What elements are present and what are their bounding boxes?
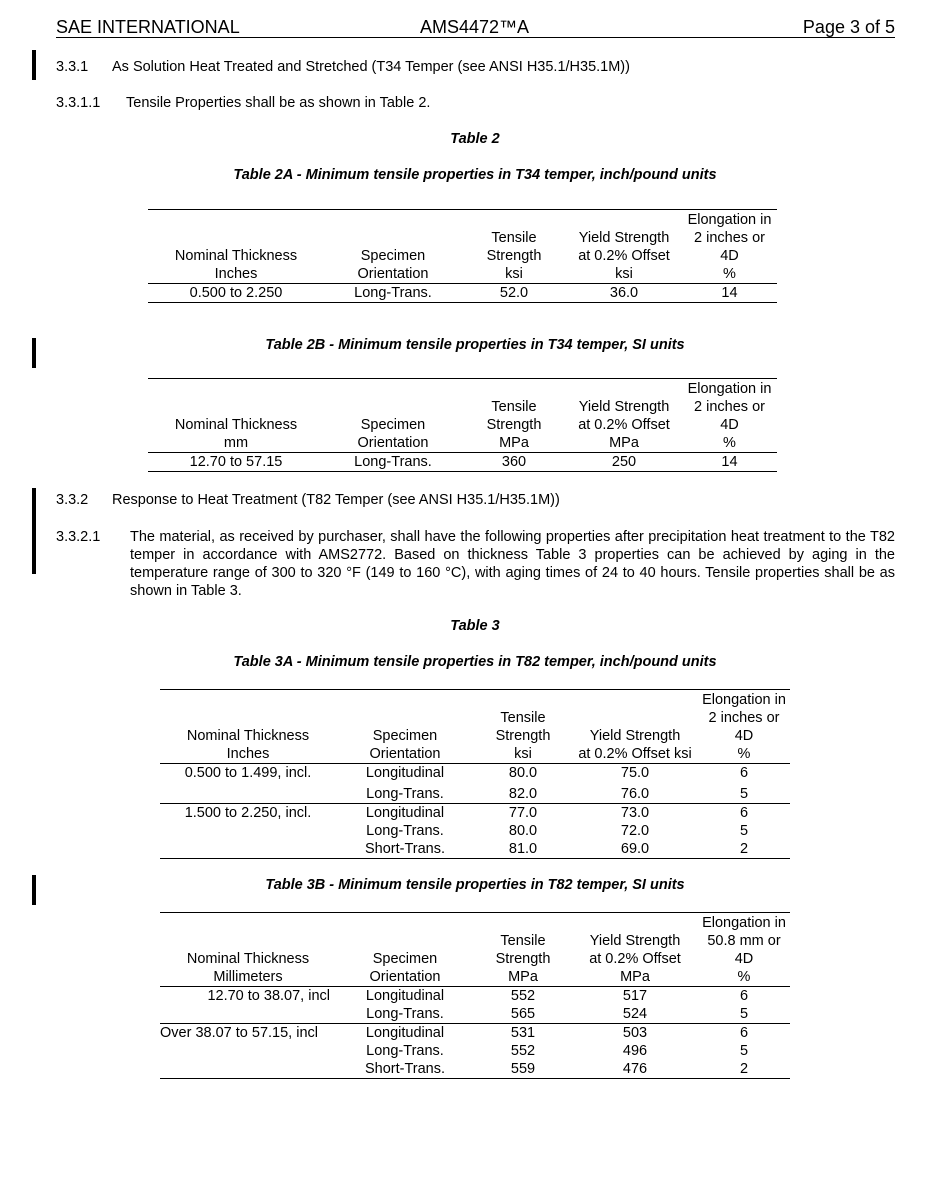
- table-cell: 52.0: [462, 284, 566, 303]
- table-row: [160, 1024, 790, 1043]
- table-row: [148, 284, 777, 303]
- header-cell: %: [682, 434, 777, 453]
- header-cell: [566, 210, 682, 230]
- header-cell: Tensile: [491, 230, 537, 246]
- header-cell: [148, 398, 324, 416]
- header-cell: 2 inches or: [694, 230, 765, 246]
- table-cell: 496: [622, 1043, 648, 1059]
- table-cell: Longitudinal: [365, 988, 445, 1004]
- section-heading: Response to Heat Treatment (T82 Temper (see ANSI H35.1/H35.1M)): [112, 492, 560, 508]
- table-header-row: [160, 727, 790, 745]
- table-cell: 6: [739, 765, 749, 781]
- table-header-row: [148, 265, 777, 284]
- header-cell: MPa: [572, 968, 698, 987]
- table-cell: 552: [510, 988, 536, 1004]
- section-number: 3.3.2: [56, 492, 89, 508]
- table-cell: 565: [510, 1006, 536, 1022]
- table-cell: [160, 822, 336, 840]
- header-cell: 4D: [734, 728, 754, 744]
- header-doc-number: AMS4472™A: [420, 17, 530, 37]
- header-cell: Yield Strength: [578, 399, 670, 415]
- header-cell: Specimen: [360, 248, 426, 264]
- table-cell: 73.0: [572, 804, 698, 823]
- header-cell: Elongation in: [698, 690, 790, 710]
- table-cell: 0.500 to 1.499, incl.: [184, 765, 312, 781]
- header-cell: [148, 379, 324, 399]
- header-cell: Nominal Thickness: [174, 248, 298, 264]
- table-row: [160, 1060, 790, 1079]
- header-cell: MPa: [462, 434, 566, 453]
- table-cell: 1.500 to 2.250, incl.: [160, 804, 336, 823]
- header-cell: %: [698, 968, 790, 987]
- header-cell: Specimen: [372, 951, 438, 967]
- header-cell: at 0.2% Offset: [578, 248, 670, 264]
- header-cell: Strength: [486, 248, 542, 264]
- table-cell: 36.0: [566, 284, 682, 303]
- table-cell: 14: [682, 284, 777, 303]
- table-row: [160, 804, 790, 823]
- table-row: [160, 1042, 790, 1060]
- header-cell: Elongation in: [682, 210, 777, 230]
- header-cell: Strength: [495, 728, 551, 744]
- page-header: [56, 16, 895, 38]
- header-page-number: Page 3 of 5: [802, 17, 895, 37]
- table-header-row: [160, 968, 790, 987]
- table-cell: 72.0: [620, 823, 650, 839]
- header-cell: MPa: [566, 434, 682, 453]
- header-cell: [336, 913, 474, 933]
- table-cell: 75.0: [620, 765, 650, 781]
- section-text: The material, as received by purchaser, shall have the following properties after precipitation heat treatment to the T82 temper in accordance with AMS2772. Based on thickness Table 3 properties can be achieved by aging in the temperature range of 300 to 320 °F (149 to 160 °C), with aging times of 24 to 40 hours. Tensile properties shall be as shown in Table 3.: [130, 529, 895, 599]
- header-cell: Strength: [495, 951, 551, 967]
- table-header-row: [148, 247, 777, 265]
- table-cell: Short-Trans.: [336, 1060, 474, 1079]
- table-row: [160, 782, 790, 804]
- table-cell: 12.70 to 57.15: [148, 453, 324, 472]
- header-org: SAE INTERNATIONAL: [56, 17, 240, 37]
- header-cell: 50.8 mm or: [707, 933, 781, 949]
- table-cell: [160, 840, 336, 859]
- table-cell: 5: [739, 1006, 749, 1022]
- table-cell: Long-Trans.: [366, 823, 444, 839]
- section-number: 3.3.2.1: [56, 529, 101, 545]
- table-cell: 476: [572, 1060, 698, 1079]
- table-cell: Long-Trans.: [324, 453, 462, 472]
- table-cell: 6: [698, 1024, 790, 1043]
- table-cell: 503: [572, 1024, 698, 1043]
- table-2b: [148, 378, 777, 472]
- header-cell: MPa: [474, 968, 572, 987]
- header-cell: at 0.2% Offset ksi: [572, 745, 698, 764]
- table-cell: 6: [739, 988, 749, 1004]
- header-cell: 4D: [734, 951, 754, 967]
- table-cell: 517: [622, 988, 648, 1004]
- table-cell: Long-Trans.: [366, 786, 444, 802]
- header-cell: [324, 398, 462, 416]
- header-cell: Nominal Thickness: [174, 417, 298, 433]
- header-cell: at 0.2% Offset: [589, 951, 681, 967]
- change-bar: [32, 50, 36, 80]
- table-header-row: [160, 690, 790, 710]
- header-cell: [474, 913, 572, 933]
- header-cell: 4D: [720, 248, 739, 264]
- header-cell: Inches: [148, 265, 324, 284]
- table-cell: 6: [698, 804, 790, 823]
- table-3b: [160, 912, 790, 1079]
- table-row: [160, 764, 790, 783]
- header-cell: %: [682, 265, 777, 284]
- table-row: [148, 453, 777, 472]
- table-row: [160, 1005, 790, 1024]
- header-cell: Orientation: [336, 745, 474, 764]
- header-cell: mm: [148, 434, 324, 453]
- table-cell: Over 38.07 to 57.15, incl: [160, 1024, 336, 1043]
- table-3b-title: Table 3B - Minimum tensile properties in T82 temper, SI units: [265, 877, 685, 893]
- table-cell: 552: [510, 1043, 536, 1059]
- table-cell: Short-Trans.: [336, 840, 474, 859]
- header-cell: Orientation: [336, 968, 474, 987]
- table-cell: Long-Trans.: [366, 1043, 444, 1059]
- table-cell: 0.500 to 2.250: [148, 284, 324, 303]
- table-header-row: [148, 210, 777, 230]
- table-header-row: [148, 229, 777, 247]
- table-2b-title: Table 2B - Minimum tensile properties in T34 temper, SI units: [265, 337, 685, 353]
- table-cell: 80.0: [508, 823, 538, 839]
- table-header-row: [148, 398, 777, 416]
- table-cell: 250: [566, 453, 682, 472]
- header-cell: Tensile: [500, 933, 546, 949]
- table-cell: 360: [462, 453, 566, 472]
- header-cell: [148, 229, 324, 247]
- header-cell: Tensile: [500, 710, 546, 726]
- table-cell: [160, 1060, 336, 1079]
- header-cell: [572, 690, 698, 710]
- header-cell: [160, 690, 336, 710]
- header-cell: Elongation in: [682, 379, 777, 399]
- table-cell: 12.70 to 38.07, incl: [207, 988, 330, 1004]
- header-cell: Yield Strength: [589, 933, 681, 949]
- table-row: [160, 840, 790, 859]
- table-header-row: [160, 950, 790, 968]
- header-cell: [324, 229, 462, 247]
- table-cell: 80.0: [508, 765, 538, 781]
- table-2a: [148, 209, 777, 303]
- section-number: 3.3.1.1: [56, 95, 101, 111]
- header-cell: [474, 690, 572, 710]
- table-cell: Long-Trans.: [324, 284, 462, 303]
- header-cell: Yield Strength: [589, 728, 681, 744]
- table-cell: 2: [698, 1060, 790, 1079]
- header-cell: [160, 913, 336, 933]
- table-header-row: [148, 379, 777, 399]
- header-cell: [566, 379, 682, 399]
- table-row: [160, 987, 790, 1006]
- table-cell: 76.0: [620, 786, 650, 802]
- header-cell: Nominal Thickness: [186, 728, 310, 744]
- header-cell: Inches: [160, 745, 336, 764]
- header-cell: Orientation: [324, 434, 462, 453]
- header-cell: [462, 210, 566, 230]
- table-cell: [160, 782, 336, 804]
- table-cell: 81.0: [474, 840, 572, 859]
- table-cell: Longitudinal: [365, 765, 445, 781]
- header-cell: [336, 709, 474, 727]
- header-cell: [336, 690, 474, 710]
- table-cell: 2: [698, 840, 790, 859]
- table-header-row: [160, 709, 790, 727]
- header-cell: Nominal Thickness: [186, 951, 310, 967]
- table-cell: Longitudinal: [336, 804, 474, 823]
- table-cell: [160, 1042, 336, 1060]
- table-header-row: [148, 416, 777, 434]
- header-cell: ksi: [462, 265, 566, 284]
- table-header-row: [160, 932, 790, 950]
- header-cell: Elongation in: [698, 913, 790, 933]
- table-cell: 82.0: [508, 786, 538, 802]
- table-cell: 14: [682, 453, 777, 472]
- table-cell: 559: [474, 1060, 572, 1079]
- section-text: Tensile Properties shall be as shown in Table 2.: [126, 95, 431, 111]
- header-cell: ksi: [474, 745, 572, 764]
- table-cell: [160, 1005, 336, 1024]
- table-cell: 524: [622, 1006, 648, 1022]
- header-cell: [572, 913, 698, 933]
- header-cell: [160, 709, 336, 727]
- header-cell: [148, 210, 324, 230]
- header-cell: Strength: [486, 417, 542, 433]
- table-cell: 69.0: [572, 840, 698, 859]
- table-2a-title: Table 2A - Minimum tensile properties in T34 temper, inch/pound units: [233, 167, 717, 183]
- header-cell: ksi: [566, 265, 682, 284]
- header-cell: 2 inches or: [694, 399, 765, 415]
- table-cell: 77.0: [474, 804, 572, 823]
- table-cell: 5: [739, 823, 749, 839]
- header-cell: [336, 932, 474, 950]
- header-cell: Orientation: [324, 265, 462, 284]
- table-header-row: [148, 434, 777, 453]
- table-row: [160, 822, 790, 840]
- table-3a: [160, 689, 790, 859]
- table-header-row: [160, 745, 790, 764]
- table-cell: Long-Trans.: [366, 1006, 444, 1022]
- header-cell: Specimen: [360, 417, 426, 433]
- table-header-row: [160, 913, 790, 933]
- header-cell: [462, 379, 566, 399]
- header-cell: at 0.2% Offset: [578, 417, 670, 433]
- header-cell: %: [698, 745, 790, 764]
- table-3a-title: Table 3A - Minimum tensile properties in T82 temper, inch/pound units: [233, 654, 717, 670]
- header-cell: [160, 932, 336, 950]
- table-cell: 5: [739, 786, 749, 802]
- header-cell: Millimeters: [160, 968, 336, 987]
- header-cell: Specimen: [372, 728, 438, 744]
- header-cell: [572, 709, 698, 727]
- table-cell: 531: [474, 1024, 572, 1043]
- table-cell: 5: [739, 1043, 749, 1059]
- header-cell: Yield Strength: [578, 230, 670, 246]
- table-cell: Longitudinal: [336, 1024, 474, 1043]
- table-3-label: Table 3: [450, 618, 500, 634]
- table-2-label: Table 2: [450, 131, 500, 147]
- header-cell: [324, 379, 462, 399]
- section-number: 3.3.1: [56, 59, 89, 75]
- header-cell: 2 inches or: [708, 710, 780, 726]
- header-cell: Tensile: [491, 399, 537, 415]
- change-bar: [32, 488, 36, 574]
- header-cell: 4D: [720, 417, 739, 433]
- section-heading: As Solution Heat Treated and Stretched (T34 Temper (see ANSI H35.1/H35.1M)): [112, 59, 630, 75]
- header-cell: [324, 210, 462, 230]
